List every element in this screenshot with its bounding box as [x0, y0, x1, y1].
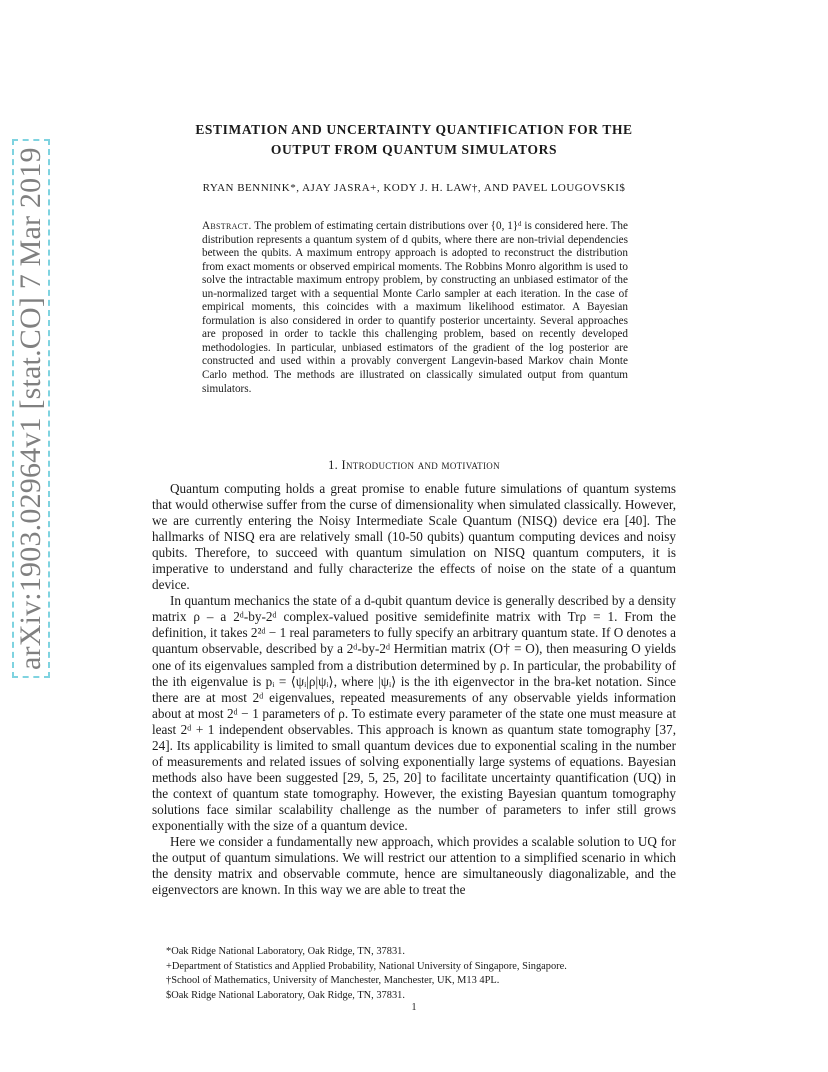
- abstract-heading: Abstract.: [202, 220, 252, 232]
- footnote-1: *Oak Ridge National Laboratory, Oak Ridge, TN, 37831.: [166, 946, 405, 957]
- footnote-4: $Oak Ridge National Laboratory, Oak Ridge, TN, 37831.: [166, 989, 405, 1001]
- author-list: RYAN BENNINK*, AJAY JASRA+, KODY J. H. LAW†, AND PAVEL LOUGOVSKI$: [202, 182, 626, 194]
- section-heading: 1. Introduction and motivation: [328, 458, 500, 472]
- body-paragraph-2: In quantum mechanics the state of a d-qubit quantum device is generally described by a density matrix ρ – a 2ᵈ-by-2ᵈ complex-valued positive semidefinite matrix with Trρ = 1. From the definition, it takes 2²ᵈ − 1 real parameters to fully specify an arbitrary quantum state. If O denotes a quantum observable, described by a 2ᵈ-by-2ᵈ Hermitian matrix (O† = O), then measuring O yields one of its eigenvalues sampled from a distribution determined by ρ. In particular, the probability of the ith eigenvalue is pᵢ = ⟨ψᵢ|ρ|ψᵢ⟩, where |ψᵢ⟩ is the ith eigenvector in the bra-ket notation. Since there are at most 2ᵈ eigenvalues, repeated measurements of any observable yields information about at most 2ᵈ − 1 parameters of ρ. To estimate every parameter of the state one must measure at least 2ᵈ + 1 independent observables. This approach is known as quantum state tomography [37, 24]. Its applicability is limited to small quantum devices due to exponential scaling in the number of measurements and related issues of solving exponentially large systems of equations. Bayesian methods also have been suggested [29, 5, 25, 20] to facilitate uncertainty quantification (UQ) in the context of quantum state tomography. However, the existing Bayesian quantum tomography solutions face similar scalability challenge as the number of parameters to infer still grows exponentially with the size of a quantum device.: [152, 593, 676, 833]
- footnotes: [166, 945, 676, 1003]
- abstract: [202, 220, 628, 396]
- paper-title: [150, 120, 678, 160]
- body-text: [152, 481, 676, 898]
- body-paragraph-3: Here we consider a fundamentally new approach, which provides a scalable solution to UQ for the output of quantum simulations. We will restrict our attention to a simplified scenario in which the density matrix and observable commute, hence are simultaneously diagonalizable, and the eigenvectors are known. In this way we are able to treat the: [152, 834, 676, 898]
- title-line-2: OUTPUT FROM QUANTUM SIMULATORS: [270, 142, 558, 157]
- footnote-3: †School of Mathematics, University of Manchester, Manchester, UK, M13 4PL.: [166, 975, 500, 987]
- footnote-2: +Department of Statistics and Applied Probability, National University of Singapore, Singapore.: [166, 960, 567, 972]
- body-paragraph-1: Quantum computing holds a great promise to enable future simulations of quantum systems that would otherwise suffer from the curse of dimensionality when simulated classically. However, we are currently entering the Noisy Intermediate Scale Quantum (NISQ) device era [40]. The hallmarks of NISQ era are relatively small (10-50 qubits) quantum computing devices and noisy qubits. Therefore, to succeed with quantum simulation on NISQ quantum computers, it is imperative to understand and fully characterize the effects of noise on the state of a quantum device.: [152, 481, 676, 593]
- arxiv-identifier-stamp: arXiv:1903.02964v1 [stat.CO] 7 Mar 2019: [12, 139, 50, 678]
- page-number: 1: [411, 1002, 417, 1013]
- title-line-1: ESTIMATION AND UNCERTAINTY QUANTIFICATION FOR THE: [195, 122, 633, 137]
- abstract-text: The problem of estimating certain distributions over {0, 1}ᵈ is considered here. The distribution represents a quantum system of d qubits, where there are non-trivial dependencies between the qubits. A maximum entropy approach is adopted to reconstruct the distribution from exact moments or observed empirical moments. The Robbins Monro algorithm is used to solve the intractable maximum entropy problem, by constructing an unbiased estimator of the un-normalized target with a sequential Monte Carlo sampler at each iteration. In the case of empirical moments, this coincides with a maximum likelihood estimator. A Bayesian formulation is also considered in order to quantify posterior uncertainty. Several approaches are proposed in order to tackle this challenging problem, based on recently developed methodologies. In particular, unbiased estimators of the gradient of the log posterior are constructed and used within a provably convergent Langevin-based Markov chain Monte Carlo method. The methods are illustrated on classically simulated output from quantum simulators.: [202, 220, 628, 395]
